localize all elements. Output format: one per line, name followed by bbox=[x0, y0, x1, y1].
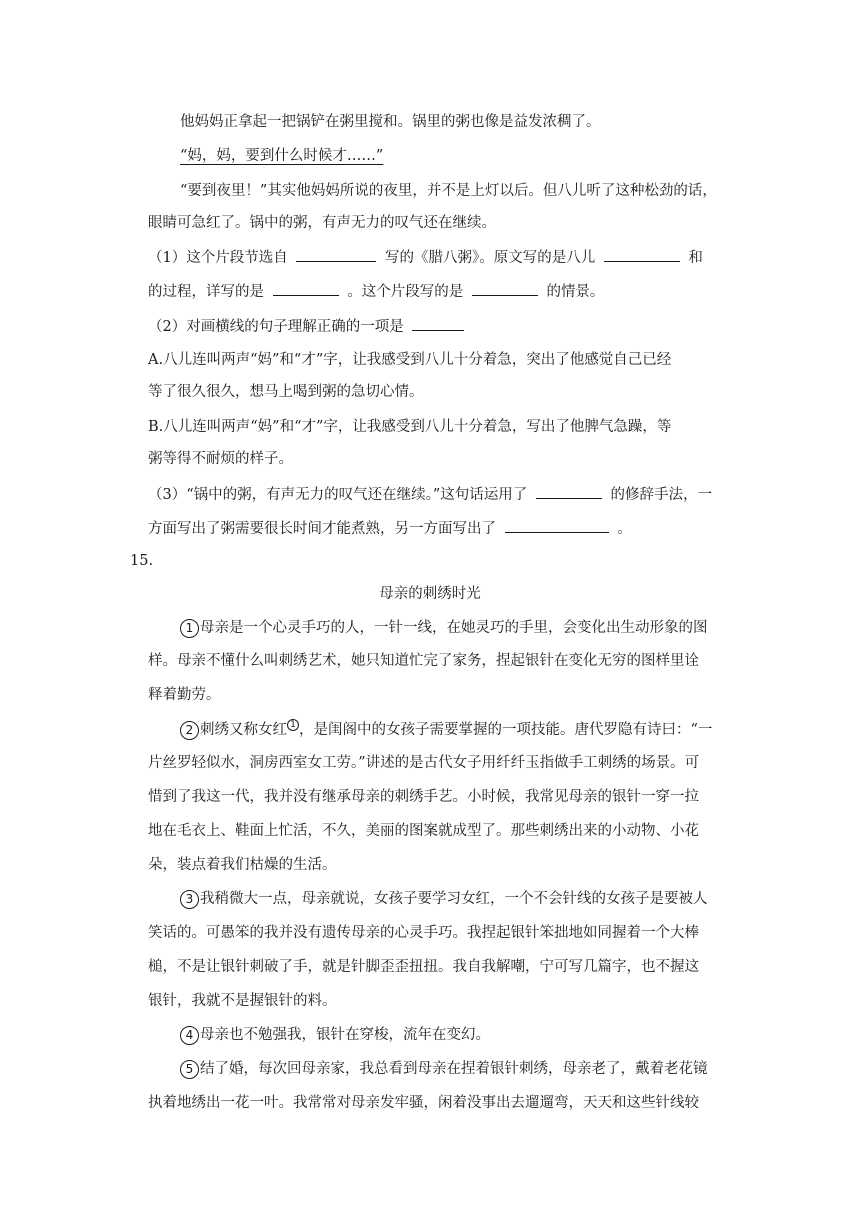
question-1-line-2 bbox=[148, 281, 604, 302]
paragraph-2-text-1a: 刺绣又称女红 bbox=[200, 722, 287, 738]
question-1-text-c: 和 bbox=[688, 250, 703, 266]
option-a-line-1: A.八儿连叫两声“妈”和“才”字，让我感受到八儿十分着急，突出了他感觉自己已经 bbox=[148, 352, 672, 368]
paragraph-1-line-2: 样。母亲不懂什么叫刺绣艺术，她只知道忙完了家务，捏起银针在变化无穷的图样里诠 bbox=[148, 653, 699, 669]
paragraph-3-line-4: 银针，我就不是握银针的料。 bbox=[148, 993, 337, 1009]
answer-blank-rhetoric[interactable] bbox=[536, 484, 602, 499]
paragraph-number-4: 4 bbox=[180, 1026, 199, 1045]
question-3-text-a: （3）“锅中的粥，有声无力的叹气还在继续。”这句话运用了 bbox=[148, 487, 528, 503]
question-1-text-e: 。这个片段写的是 bbox=[347, 284, 464, 300]
paragraph-4-text-1: 母亲也不勉强我，银针在穿梭，流年在变幻。 bbox=[200, 1027, 490, 1043]
paragraph-number-2: 2 bbox=[180, 721, 199, 740]
paragraph-3-line-1 bbox=[180, 889, 708, 909]
option-b-line-1: B.八儿连叫两声“妈”和“才”字，让我感受到八儿十分着急，写出了他脾气急躁，等 bbox=[148, 419, 672, 435]
paragraph-1-line-3: 释着勤劳。 bbox=[148, 687, 221, 703]
passage-line-3: “要到夜里！”其实他妈妈所说的夜里，并不是上灯以后。但八儿听了这种松劲的话， bbox=[180, 183, 717, 199]
paragraph-1-line-1 bbox=[180, 618, 708, 638]
answer-blank-process[interactable] bbox=[604, 247, 680, 262]
answer-blank-scene[interactable] bbox=[472, 281, 538, 296]
footnote-marker[interactable]: 1 bbox=[287, 719, 299, 731]
paragraph-2-line-2: 片丝罗轻似水，洞房西室女工劳。”讲述的是古代女子用纤纤玉指做手工刺绣的场景。可 bbox=[148, 755, 700, 771]
option-a-line-2: 等了很久很久，想马上喝到粥的急切心情。 bbox=[148, 384, 424, 400]
paragraph-5-line-1 bbox=[180, 1059, 708, 1079]
question-1-line-1 bbox=[148, 247, 703, 268]
question-2-stem bbox=[148, 316, 468, 337]
paragraph-2-line-5: 朵，装点着我们枯燥的生活。 bbox=[148, 857, 337, 873]
passage-line-4: 眼睛可急红了。锅中的粥，有声无力的叹气还在继续。 bbox=[148, 215, 496, 231]
paragraph-2-text-1b: ，是闺阁中的女孩子需要掌握的一项技能。唐代罗隐有诗曰：“一 bbox=[299, 722, 713, 738]
paragraph-3-text-1: 我稍微大一点，母亲就说，女孩子要学习女红，一个不会针线的女孩子是要被人 bbox=[200, 891, 708, 907]
paragraph-2-line-1 bbox=[180, 719, 712, 740]
paragraph-1-text-1: 母亲是一个心灵手巧的人，一针一线，在她灵巧的手里，会变化出生动形象的图 bbox=[200, 620, 708, 636]
question-number: 15. bbox=[130, 553, 154, 569]
question-1-text-d: 的过程，详写的是 bbox=[148, 284, 264, 300]
paragraph-3-line-2: 笑话的。可愚笨的我并没有遗传母亲的心灵手巧。我捏起银针笨拙地如同握着一个大棒 bbox=[148, 925, 699, 941]
answer-blank-effect[interactable] bbox=[505, 518, 609, 533]
question-2-text: （2）对画横线的句子理解正确的一项是 bbox=[148, 319, 404, 335]
paragraph-5-line-2: 执着地绣出一花一叶。我常常对母亲发牢骚，闲着没事出去遛遛弯，天天和这些针线较 bbox=[148, 1095, 699, 1111]
answer-blank-detail[interactable] bbox=[273, 281, 339, 296]
paragraph-number-1: 1 bbox=[180, 619, 199, 638]
paragraph-number-3: 3 bbox=[180, 890, 199, 909]
question-3-line-2 bbox=[148, 518, 632, 539]
question-3-text-c: 方面写出了粥需要很长时间才能煮熟，另一方面写出了 bbox=[148, 521, 496, 537]
article-title: 母亲的刺绣时光 bbox=[379, 586, 481, 602]
paragraph-2-line-3: 惜到了我这一代，我并没有继承母亲的刺绣手艺。小时候，我常见母亲的银针一穿一拉 bbox=[148, 789, 699, 805]
paragraph-3-line-3: 槌，不是让银针刺破了手，就是针脚歪歪扭扭。我自我解嘲，宁可写几篇字，也不握这 bbox=[148, 959, 699, 975]
passage-line-1: 他妈妈正拿起一把锅铲在粥里搅和。锅里的粥也像是益发浓稠了。 bbox=[180, 114, 601, 130]
paragraph-number-5: 5 bbox=[180, 1060, 199, 1079]
answer-blank-choice[interactable] bbox=[412, 316, 464, 331]
question-1-text-b: 写的《腊八粥》。原文写的是八儿 bbox=[384, 250, 596, 266]
question-1-text-a: （1）这个片段节选自 bbox=[148, 250, 288, 266]
paragraph-5-text-1: 结了婚，每次回母亲家，我总看到母亲在捏着银针刺绣，母亲老了，戴着老花镜 bbox=[200, 1061, 708, 1077]
paragraph-4-line-1 bbox=[180, 1025, 490, 1045]
answer-blank-author[interactable] bbox=[296, 247, 376, 262]
option-b-line-2: 粥等得不耐烦的样子。 bbox=[148, 451, 293, 467]
paragraph-2-line-4: 地在毛衣上、鞋面上忙活，不久，美丽的图案就成型了。那些刺绣出来的小动物、小花 bbox=[148, 823, 699, 839]
question-3-text-b: 的修辞手法，一 bbox=[610, 487, 713, 503]
underlined-sentence: “妈，妈，要到什么时候才……” bbox=[180, 148, 384, 164]
question-3-text-d: 。 bbox=[617, 521, 632, 537]
question-3-line-1 bbox=[148, 484, 712, 505]
question-1-text-f: 的情景。 bbox=[546, 284, 605, 300]
